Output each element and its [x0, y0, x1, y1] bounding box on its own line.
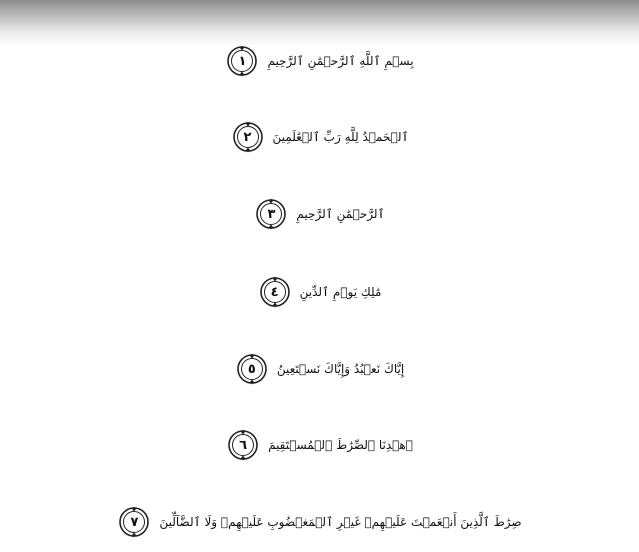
verse-5	[0, 352, 639, 386]
verse-text: صِرَٰطَ ٱلَّذِينَ أَنۡعَمۡتَ عَلَيۡهِمۡ غَيۡرِ ٱلۡمَغۡضُوبِ عَلَيۡهِمۡ وَلَا ٱلضَّآلِّينَ	[159, 515, 522, 529]
verse-text: مَٰلِكِ يَوۡمِ ٱلدِّينِ	[299, 285, 382, 299]
ayah-end-ornament-icon	[226, 428, 260, 462]
ayah-end-ornament-icon	[231, 120, 265, 154]
verse-number: ٥	[247, 361, 256, 377]
top-gradient-bar	[0, 0, 639, 46]
ayah-end-ornament-icon	[117, 505, 151, 539]
verse-3	[0, 197, 639, 231]
verse-text: إِيَّاكَ نَعۡبُدُ وَإِيَّاكَ نَسۡتَعِينُ	[276, 362, 405, 376]
ayah-end-ornament-icon	[235, 352, 269, 386]
verse-7	[0, 505, 639, 539]
verse-number: ١	[238, 53, 247, 69]
verse-number: ٢	[243, 129, 252, 145]
verse-2	[0, 120, 639, 154]
verse-text: ٱلۡحَمۡدُ لِلَّهِ رَبِّ ٱلۡعَٰلَمِينَ	[272, 130, 409, 144]
verse-4	[0, 275, 639, 309]
verse-number: ٤	[270, 284, 279, 300]
ayah-end-ornament-icon	[225, 44, 259, 78]
ayah-end-ornament-icon	[258, 275, 292, 309]
verse-text: ٱلرَّحۡمَٰنِ ٱلرَّحِيمِ	[296, 207, 385, 221]
verse-text: ٱهۡدِنَا ٱلصِّرَٰطَ ٱلۡمُسۡتَقِيمَ	[268, 438, 413, 452]
verse-number: ٧	[130, 514, 139, 530]
verse-number: ٦	[239, 437, 248, 453]
verse-1	[0, 44, 639, 78]
ayah-end-ornament-icon	[254, 197, 288, 231]
verse-6	[0, 428, 639, 462]
verse-text: بِسۡمِ ٱللَّهِ ٱلرَّحۡمَٰنِ ٱلرَّحِيمِ	[267, 54, 414, 68]
verse-number: ٣	[267, 206, 276, 222]
